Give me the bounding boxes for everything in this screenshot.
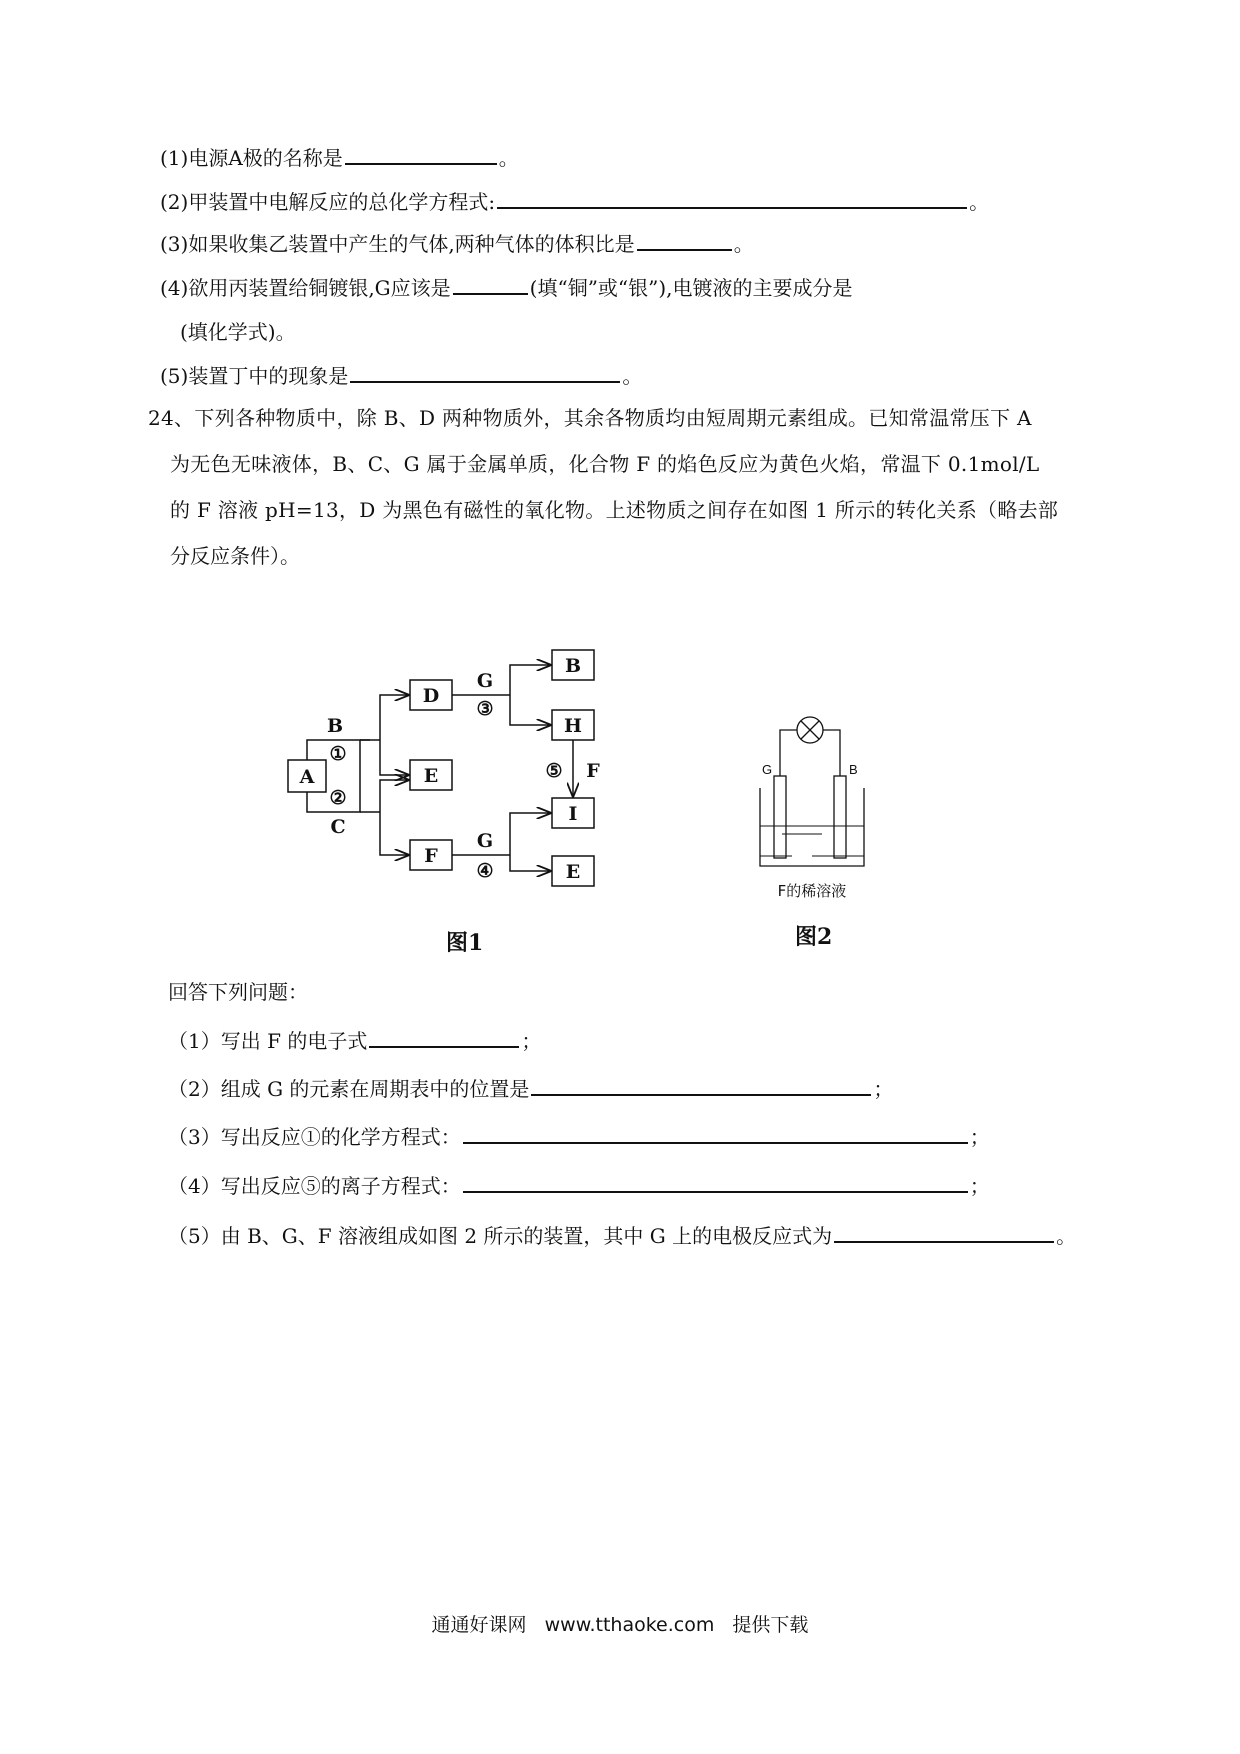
q24-stem-line-2: 为无色无味液体，B、C、G 属于金属单质，化合物 F 的焰色反应为黄色火焰，常温下 0.1mol/L (170, 452, 1040, 476)
q24-question-2 (168, 1075, 893, 1103)
electrode-g-label: G (762, 762, 773, 777)
wire-left (780, 730, 797, 776)
q24-question-3 (168, 1123, 990, 1151)
q23-item-1 (160, 144, 519, 172)
reagent-f-label: F (586, 760, 600, 782)
answer-blank[interactable] (345, 145, 497, 165)
q23-item-4-text: (4)欲用丙装置给铜镀银,G应该是 (160, 276, 451, 300)
box-b-label: B (564, 655, 582, 677)
answer-blank[interactable] (369, 1028, 519, 1048)
reagent-b-label: B (326, 715, 344, 737)
answer-blank[interactable] (531, 1076, 871, 1096)
answer-intro: 回答下列问题： (168, 980, 308, 1004)
q23-item-5-suffix: 。 (622, 364, 643, 388)
q24-question-5-suffix: 。 (1056, 1224, 1077, 1248)
electrode-b (834, 776, 846, 858)
wire-right (823, 730, 840, 776)
q23-item-2-text: (2)甲装置中电解反应的总化学方程式: (160, 190, 496, 214)
q24-question-1-suffix: ； (521, 1029, 542, 1053)
box-a-label: A (299, 766, 315, 788)
answer-blank[interactable] (497, 189, 967, 209)
q24-question-2-text: （2）组成 G 的元素在周期表中的位置是 (168, 1077, 530, 1101)
box-i-label: I (568, 803, 578, 825)
reaction-5-label: ⑤ (545, 760, 563, 782)
q24-question-1 (168, 1027, 541, 1055)
q24-question-2-suffix: ； (873, 1077, 894, 1101)
footer-url[interactable]: www.tthaoke.com (544, 1614, 715, 1636)
figure-2-title: 图2 (795, 924, 833, 950)
solution-caption: F的稀溶液 (777, 882, 847, 900)
figure-1-diagram (280, 640, 620, 900)
answer-blank[interactable] (463, 1124, 968, 1144)
beaker (760, 788, 864, 866)
q23-item-4b (180, 318, 296, 346)
q23-item-3 (160, 230, 754, 258)
answer-blank[interactable] (453, 275, 528, 295)
electrode-g (774, 776, 786, 858)
reaction-4-label: ④ (476, 860, 494, 882)
q23-item-2 (160, 188, 989, 216)
q23-item-5 (160, 362, 642, 390)
q23-item-3-text: (3)如果收集乙装置中产生的气体,两种气体的体积比是 (160, 232, 635, 256)
lamp-cross (801, 721, 819, 739)
q24-question-3-text: （3）写出反应①的化学方程式： (168, 1125, 461, 1149)
q23-item-2-suffix: 。 (969, 190, 990, 214)
q24-stem-line-1: 24、下列各种物质中，除 B、D 两种物质外，其余各物质均由短周期元素组成。已知常温常压下 A (148, 406, 1032, 430)
figure-2-apparatus (752, 716, 872, 916)
reaction-2-label: ② (329, 787, 347, 809)
footer-site-name: 通通好课网 (431, 1614, 527, 1636)
q24-stem-line-4: 分反应条件）。 (170, 544, 300, 568)
answer-blank[interactable] (637, 231, 732, 251)
box-f-label: F (424, 845, 438, 867)
q23-item-4-suffix: (填“铜”或“银”),电镀液的主要成分是 (529, 276, 853, 300)
box-e-bottom-label: E (565, 861, 581, 883)
reagent-g-upper-label: G (476, 670, 494, 692)
reaction-1-label: ① (329, 743, 347, 765)
q24-question-5 (168, 1222, 1076, 1250)
q24-question-3-suffix: ； (969, 1125, 990, 1149)
box-e-middle-label: E (423, 765, 439, 787)
answer-blank[interactable] (463, 1173, 968, 1193)
q23-item-3-suffix: 。 (733, 232, 754, 256)
q24-stem-line-3: 的 F 溶液 pH=13，D 为黑色有磁性的氧化物。上述物质之间存在如图 1 所示的转化关系（略去部 (170, 498, 1059, 522)
q23-item-4b-text: (填化学式)。 (180, 320, 296, 344)
footer-suffix: 提供下载 (732, 1614, 809, 1636)
q24-question-1-text: （1）写出 F 的电子式 (168, 1029, 368, 1053)
answer-blank[interactable] (834, 1223, 1054, 1243)
answer-blank[interactable] (350, 363, 620, 383)
q24-question-4 (168, 1172, 990, 1200)
page-footer (0, 1610, 1240, 1637)
reagent-c-label: C (330, 816, 346, 838)
reaction-3-label: ③ (476, 698, 494, 720)
q23-item-1-text: (1)电源A极的名称是 (160, 146, 343, 170)
reagent-g-lower-label: G (476, 830, 494, 852)
q24-question-4-suffix: ； (969, 1174, 990, 1198)
q24-question-4-text: （4）写出反应⑤的离子方程式： (168, 1174, 461, 1198)
q23-item-5-text: (5)装置丁中的现象是 (160, 364, 349, 388)
box-h-label: H (564, 715, 582, 737)
q24-question-5-text: （5）由 B、G、F 溶液组成如图 2 所示的装置，其中 G 上的电极反应式为 (168, 1224, 833, 1248)
box-d-label: D (422, 685, 440, 707)
figure-1-title: 图1 (446, 930, 484, 956)
q23-item-4 (160, 274, 853, 302)
electrode-b-label: B (849, 762, 858, 777)
q23-item-1-suffix: 。 (498, 146, 519, 170)
